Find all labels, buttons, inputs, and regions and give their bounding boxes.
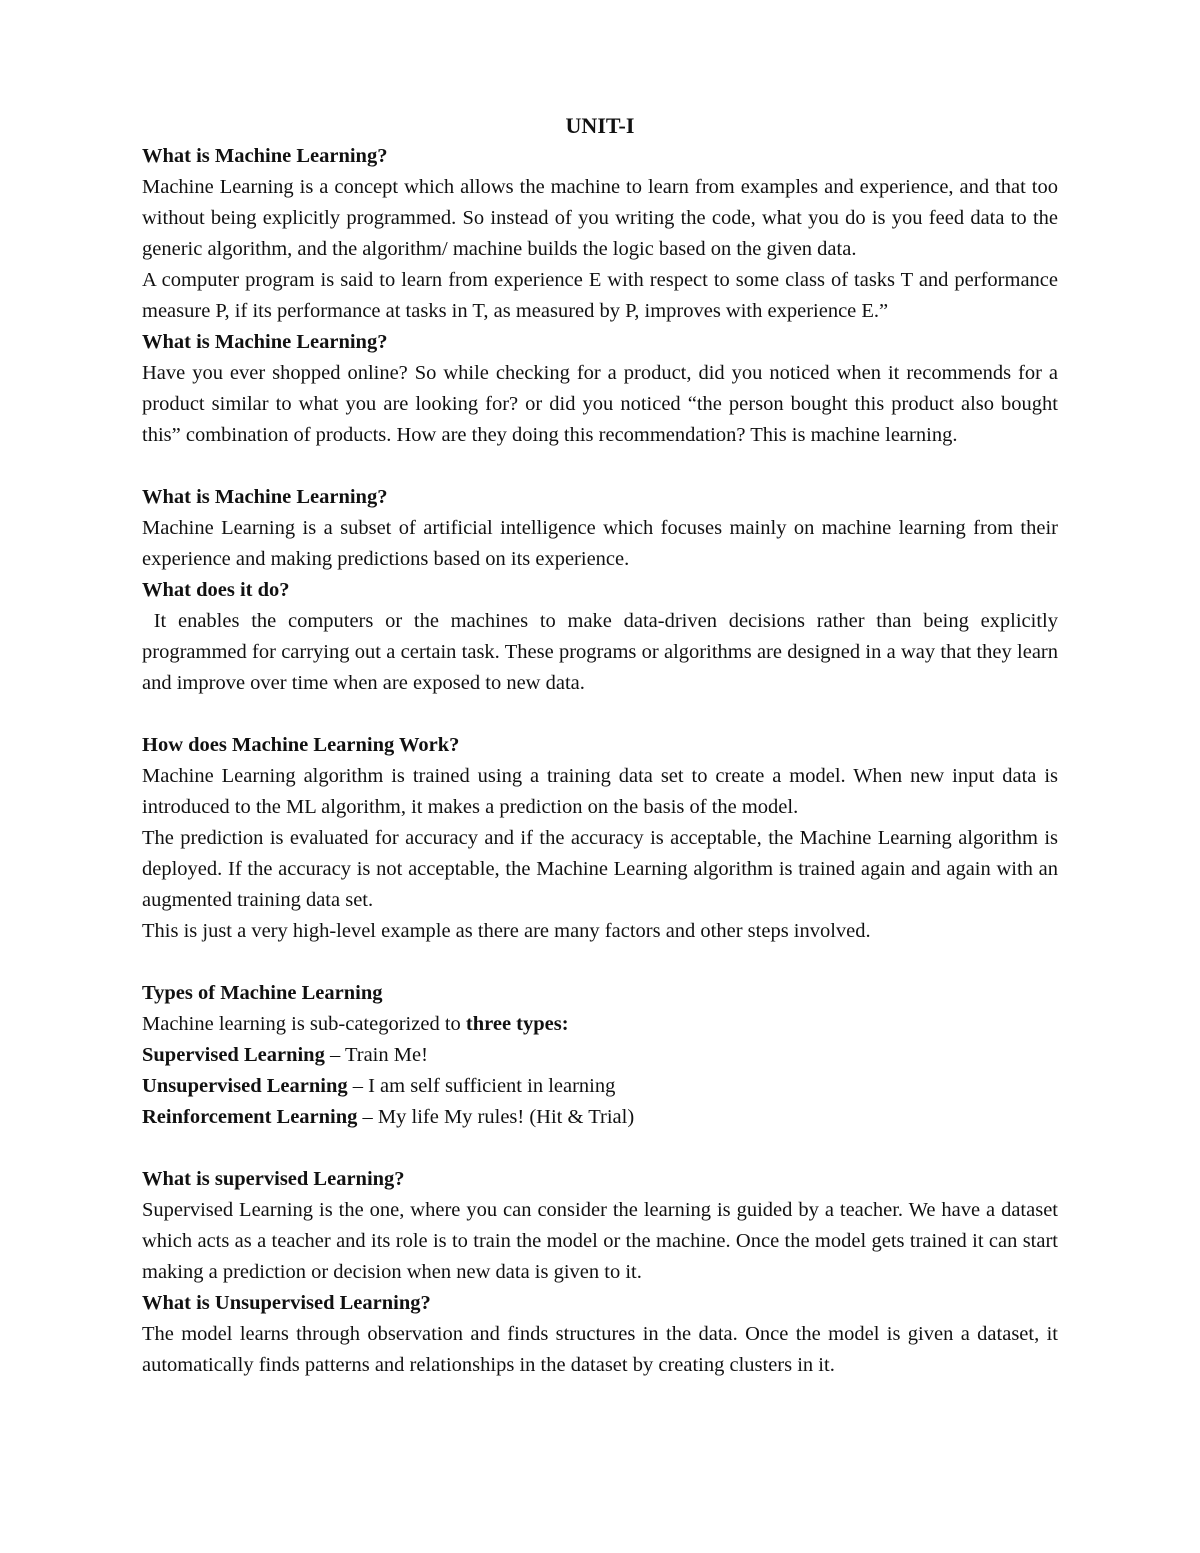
section-heading-types-of-ml: Types of Machine Learning bbox=[142, 982, 383, 1004]
section-heading-supervised: What is supervised Learning? bbox=[142, 1168, 405, 1190]
type-name: Supervised Learning bbox=[142, 1044, 325, 1066]
types-intro-bold: three types: bbox=[465, 1013, 569, 1035]
section-heading-what-is-ml-1: What is Machine Learning? bbox=[142, 145, 388, 167]
section-heading-how-ml-works: How does Machine Learning Work? bbox=[142, 734, 460, 756]
spacer bbox=[142, 1133, 1058, 1164]
spacer bbox=[142, 947, 1058, 978]
spacer bbox=[142, 451, 1058, 482]
section-heading-unsupervised: What is Unsupervised Learning? bbox=[142, 1292, 431, 1314]
spacer bbox=[142, 699, 1058, 730]
section-heading-what-is-ml-3: What is Machine Learning? bbox=[142, 486, 388, 508]
paragraph-ml-subset-ai: Machine Learning is a subset of artificial intelligence which focuses mainly on machine learning from their experience and making predictions based on its experience. bbox=[142, 517, 1058, 570]
page-title: UNIT-I bbox=[565, 113, 635, 138]
paragraph-ml-definition: Machine Learning is a concept which allows the machine to learn from examples and experience, and that too without being explicitly programmed. So instead of you writing the code, what you do is you feed data to the generic algorithm, and the algorithm/ machine builds the logic based on the given data. bbox=[142, 176, 1058, 260]
paragraph-what-it-does: It enables the computers or the machines to make data-driven decisions rather than being explicitly programmed for carrying out a certain task. These programs or algorithms are designed in a way that they learn and improve over time when are exposed to new data. bbox=[142, 610, 1064, 694]
document-page bbox=[142, 108, 1064, 1381]
type-desc: – Train Me! bbox=[324, 1044, 428, 1066]
type-item-unsupervised bbox=[142, 1071, 1058, 1102]
type-name: Unsupervised Learning bbox=[142, 1075, 348, 1097]
type-item-reinforcement bbox=[142, 1102, 1058, 1133]
paragraph-training-model: Machine Learning algorithm is trained using a training data set to create a model. When new input data is introduced to the ML algorithm, it makes a prediction on the basis of the model. bbox=[142, 765, 1058, 818]
paragraph-high-level-example: This is just a very high-level example as there are many factors and other steps involved. bbox=[142, 920, 871, 942]
type-item-supervised bbox=[142, 1040, 1058, 1071]
paragraph-unsupervised: The model learns through observation and finds structures in the data. Once the model is given a dataset, it automatically finds patterns and relationships in the dataset by creating clusters in it. bbox=[142, 1323, 1058, 1376]
paragraph-ml-formal-definition: A computer program is said to learn from experience E with respect to some class of tasks T and performance measure P, if its performance at tasks in T, as measured by P, improves with experience E.” bbox=[142, 269, 1058, 322]
types-intro-text: Machine learning is sub-categorized to bbox=[142, 1013, 466, 1035]
type-name: Reinforcement Learning bbox=[142, 1106, 358, 1128]
paragraph-prediction-evaluated: The prediction is evaluated for accuracy and if the accuracy is acceptable, the Machine Learning algorithm is deployed. If the accuracy is not acceptable, the Machine Learning algorithm is trained again and again with an augmented training data set. bbox=[142, 827, 1058, 911]
section-heading-what-is-ml-2: What is Machine Learning? bbox=[142, 331, 388, 353]
paragraph-supervised: Supervised Learning is the one, where you can consider the learning is guided by a teacher. We have a dataset which acts as a teacher and its role is to train the model or the machine. Once the model gets trained it can start making a prediction or decision when new data is given to it. bbox=[142, 1199, 1058, 1283]
paragraph-ml-shopping-example: Have you ever shopped online? So while checking for a product, did you noticed when it recommends for a product similar to what you are looking for? or did you noticed “the person bought this product also bought this” combination of products. How are they doing this recommendation? This is machine learning. bbox=[142, 362, 1058, 446]
type-desc: – My life My rules! (Hit & Trial) bbox=[357, 1106, 635, 1128]
section-heading-what-does-it-do: What does it do? bbox=[142, 579, 290, 601]
paragraph-types-intro bbox=[142, 1009, 1058, 1040]
type-desc: – I am self sufficient in learning bbox=[347, 1075, 616, 1097]
